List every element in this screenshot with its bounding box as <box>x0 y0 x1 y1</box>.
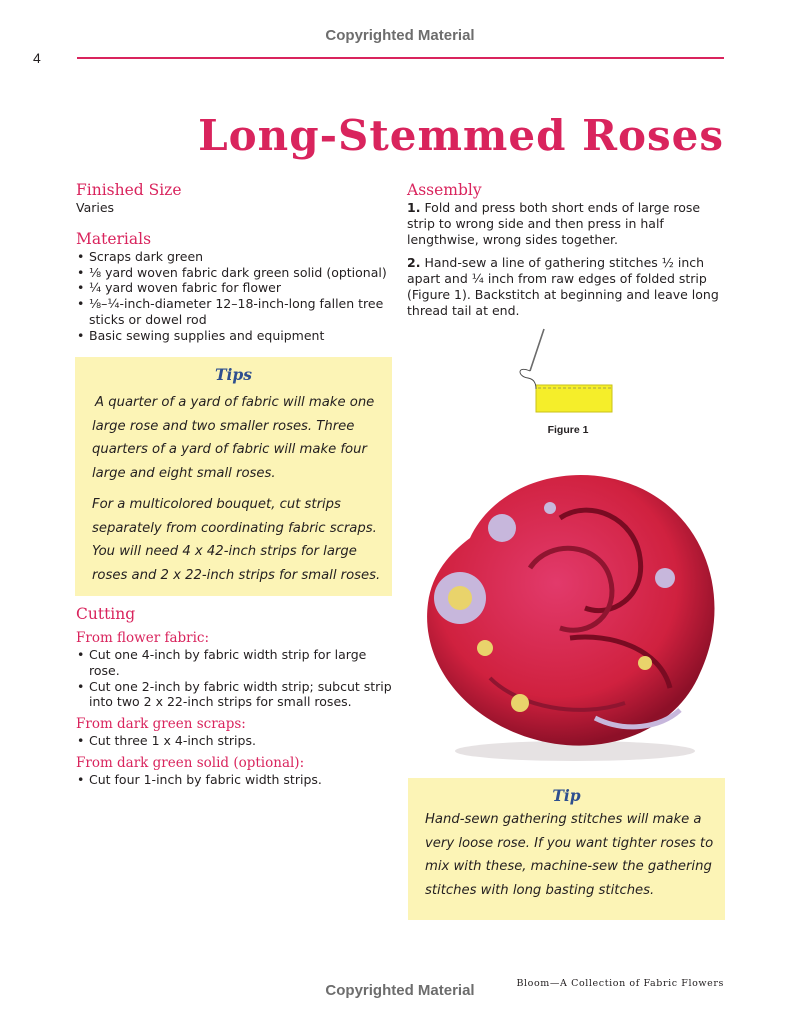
materials-heading: Materials <box>76 229 152 248</box>
list-item: • Cut one 2-inch by fabric width strip; subcut strip into two 2 x 22-inch strips for small roses. <box>77 678 392 710</box>
tips-paragraph: For a multicolored bouquet, cut strips separately from coordinating fabric scraps. You will need 4 x 42-inch strips for large roses and 2 x 22-inch strips for small roses. <box>92 497 381 583</box>
needle-icon <box>530 329 544 371</box>
finished-size-value: Varies <box>76 200 115 215</box>
assembly-heading: Assembly <box>407 181 482 199</box>
cutting-group-label: From dark green scraps: <box>76 716 246 733</box>
fabric-pattern-dot <box>638 656 652 670</box>
list-item: • Cut one 4-inch by fabric width strip for large rose. <box>77 647 367 678</box>
fabric-strip-shape <box>536 385 612 412</box>
fabric-rose-photo <box>410 448 730 766</box>
fabric-pattern-flower <box>488 514 516 542</box>
tip-heading: Tip <box>552 786 581 805</box>
assembly-section <box>407 181 725 319</box>
thread-line <box>520 369 536 389</box>
list-item: • Cut three 1 x 4-inch strips. <box>77 733 256 749</box>
assembly-step: 2. Hand-sew a line of gathering stitches ½ inch apart and ¼ inch from raw edges of folded strip (Figure 1). Backstitch at beginning and leave long thread tail at end. <box>407 255 719 318</box>
list-item: • ⅛–¼-inch-diameter 12–18-inch-long fallen tree sticks or dowel rod <box>77 296 384 327</box>
tips-box <box>75 357 392 596</box>
page-number: 4 <box>33 50 41 66</box>
fabric-pattern-dot <box>544 502 556 514</box>
list-item: • Cut four 1-inch by fabric width strips. <box>77 771 322 787</box>
figure-caption: Figure 1 <box>547 424 589 436</box>
copyright-watermark-top: Copyrighted Material <box>325 27 475 44</box>
fabric-pattern-flower-center <box>448 586 472 610</box>
assembly-step: 1. Fold and press both short ends of large rose strip to wrong side and then press in half lengthwise, wrong sides together. <box>407 200 701 247</box>
figure-needle-strip <box>510 323 620 423</box>
cutting-heading: Cutting <box>76 605 136 623</box>
cutting-group-label: From flower fabric: <box>76 630 210 646</box>
list-item: • ⅛ yard woven fabric dark green solid (optional) <box>77 264 387 280</box>
fabric-pattern-dot <box>477 640 493 656</box>
footer-book-title: Bloom—A Collection of Fabric Flowers <box>516 978 724 989</box>
fabric-pattern-dot <box>511 694 529 712</box>
cutting-list <box>76 733 394 749</box>
finished-size-heading: Finished Size <box>76 181 182 199</box>
materials-list <box>76 249 394 344</box>
tips-heading: Tips <box>215 365 252 384</box>
page-title: Long-Stemmed Roses <box>198 111 724 160</box>
list-item: • Scraps dark green <box>77 248 204 264</box>
header-rule <box>77 57 724 59</box>
tips-paragraph: A quarter of a yard of fabric will make one large rose and two smaller roses. Three quarters of a yard of fabric will make four large and eight small roses. <box>92 395 375 481</box>
cutting-list <box>76 772 394 788</box>
tip-paragraph: Hand-sewn gathering stitches will make a very loose rose. If you want tighter roses to mix with these, machine-sew the gathering stitches with long basting stitches. <box>425 812 714 898</box>
list-item: • ¼ yard woven fabric for flower <box>77 280 282 296</box>
copyright-watermark-bottom: Copyrighted Material <box>325 982 475 999</box>
cutting-section <box>76 605 394 788</box>
list-item: • Basic sewing supplies and equipment <box>77 327 325 343</box>
left-column-top <box>76 181 394 344</box>
cutting-list <box>76 647 394 710</box>
fabric-pattern-dot <box>655 568 675 588</box>
cutting-group-label: From dark green solid (optional): <box>76 754 305 771</box>
tip-box <box>408 778 725 920</box>
